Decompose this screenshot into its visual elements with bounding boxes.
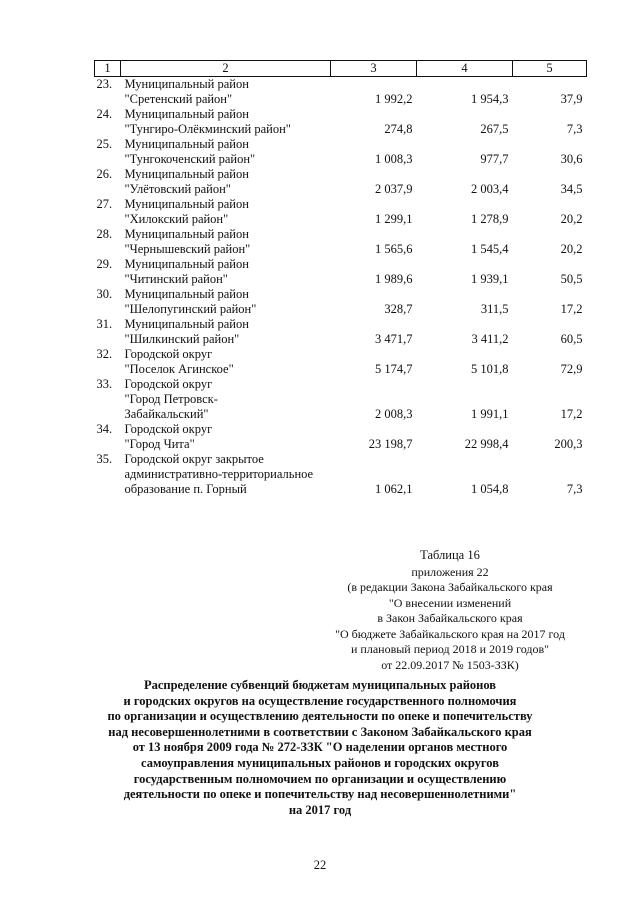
annotation-line: приложения 22	[411, 564, 489, 579]
value-cell-v4: 1 545,4	[471, 242, 509, 256]
value-cell-v4: 2 003,4	[471, 182, 509, 196]
municipality-name-line: Муниципальный район	[124, 107, 249, 121]
municipality-name	[121, 227, 331, 257]
municipality-name-line: Муниципальный район	[124, 77, 249, 91]
municipality-name	[121, 257, 331, 287]
table-row	[95, 317, 587, 347]
municipality-name-line: "Шилкинский район"	[124, 332, 240, 346]
municipality-name-line: Городской округ	[124, 377, 213, 391]
municipality-name-line: Муниципальный район	[124, 317, 249, 331]
municipality-name-line: Городской округ	[124, 347, 213, 361]
value-cell-v4: 5 101,8	[471, 362, 509, 376]
municipality-name-line: административно-территориальное	[124, 467, 314, 481]
value-cell-v5: 17,2	[560, 302, 583, 316]
value-cell-v3: 23 198,7	[368, 437, 413, 451]
value-cell-v3: 1 062,1	[375, 482, 413, 496]
row-number: 28.	[96, 227, 113, 241]
row-number: 25.	[96, 137, 113, 151]
municipality-name	[121, 137, 331, 167]
municipality-name-line: образование п. Горный	[124, 482, 247, 496]
value-cell-v3: 1 299,1	[375, 212, 413, 226]
municipality-name	[121, 377, 331, 422]
header-cell-5: 5	[513, 61, 587, 77]
value-cell-v5: 30,6	[560, 152, 583, 166]
municipality-name-line: Муниципальный район	[124, 197, 249, 211]
heading-line: от 13 ноября 2009 года № 272-ЗЗК "О наделении органов местного	[132, 740, 508, 755]
heading-line: над несовершеннолетними в соответствии с Законом Забайкальского края	[108, 724, 532, 739]
row-number: 35.	[96, 452, 113, 466]
municipality-name-line: "Шелопугинский район"	[124, 302, 257, 316]
value-cell-v4: 3 411,2	[471, 332, 509, 346]
value-cell-v3: 1 989,6	[375, 272, 413, 286]
value-cell-v5: 50,5	[560, 272, 583, 286]
municipality-name	[121, 77, 331, 108]
value-cell-v4: 1 939,1	[471, 272, 509, 286]
table-row	[95, 287, 587, 317]
value-cell-v5: 34,5	[560, 182, 583, 196]
municipality-name	[121, 107, 331, 137]
table-row	[95, 107, 587, 137]
value-cell-v5: 60,5	[560, 332, 583, 346]
header-cell-4: 4	[417, 61, 513, 77]
table-row	[95, 137, 587, 167]
municipality-name-line: Муниципальный район	[124, 167, 249, 181]
value-cell-v3: 1 992,2	[375, 92, 413, 106]
municipality-name-line: Муниципальный район	[124, 287, 249, 301]
value-cell-v3: 2 037,9	[375, 182, 413, 196]
header-cell-3: 3	[331, 61, 417, 77]
municipality-name-line: "Тунгокоченский район"	[124, 152, 256, 166]
value-cell-v5: 20,2	[560, 212, 583, 226]
table-row	[95, 77, 587, 108]
municipality-name-line: Муниципальный район	[124, 257, 249, 271]
page-number: 22	[313, 858, 327, 872]
subvention-table	[94, 60, 587, 497]
annotation-line: от 22.09.2017 № 1503-ЗЗК)	[381, 657, 519, 672]
table-row	[95, 227, 587, 257]
subvention-table-container	[94, 60, 586, 497]
municipality-name-line: "Город Чита"	[124, 437, 195, 451]
value-cell-v3: 1 565,6	[375, 242, 413, 256]
municipality-name-line: Муниципальный район	[124, 227, 249, 241]
row-number: 29.	[96, 257, 113, 271]
row-number: 31.	[96, 317, 113, 331]
table-annotation	[300, 548, 600, 673]
value-cell-v3: 1 008,3	[375, 152, 413, 166]
value-cell-v5: 200,3	[554, 437, 583, 451]
value-cell-v3: 328,7	[384, 302, 413, 316]
table-row	[95, 167, 587, 197]
heading-line: и городских округов на осуществление государственного полномочия	[123, 693, 517, 708]
municipality-name-line: "Поселок Агинское"	[124, 362, 234, 376]
municipality-name-line: Забайкальский"	[124, 407, 209, 421]
table-row	[95, 257, 587, 287]
row-number: 34.	[96, 422, 113, 436]
row-number: 23.	[96, 77, 113, 91]
heading-line: государственным полномочием по организации и осуществлению	[133, 771, 507, 786]
value-cell-v5: 37,9	[560, 92, 583, 106]
annotation-line: "О бюджете Забайкальского края на 2017 год	[335, 626, 565, 641]
municipality-name-line: "Город Петровск-	[124, 392, 218, 406]
header-cell-2: 2	[121, 61, 331, 77]
municipality-name	[121, 287, 331, 317]
municipality-name-line: Городской округ	[124, 422, 213, 436]
municipality-name	[121, 317, 331, 347]
municipality-name-line: "Тунгиро-Олёкминский район"	[124, 122, 291, 136]
table-row	[95, 347, 587, 377]
value-cell-v5: 72,9	[560, 362, 583, 376]
table-row	[95, 377, 587, 422]
table-row	[95, 422, 587, 452]
heading-line: самоуправления муниципальных районов и городских округов	[141, 755, 499, 770]
value-cell-v4: 267,5	[480, 122, 509, 136]
table-row	[95, 197, 587, 227]
municipality-name-line: Городской округ закрытое	[124, 452, 264, 466]
municipality-name-line: "Читинский район"	[124, 272, 228, 286]
table-header-row	[95, 61, 587, 77]
municipality-name	[121, 347, 331, 377]
header-cell-1: 1	[95, 61, 121, 77]
value-cell-v3: 5 174,7	[375, 362, 413, 376]
municipality-name-line: "Чернышевский район"	[124, 242, 251, 256]
annotation-line: "О внесении изменений	[388, 595, 512, 610]
value-cell-v4: 1 954,3	[471, 92, 509, 106]
value-cell-v4: 1 991,1	[471, 407, 509, 421]
value-cell-v3: 2 008,3	[375, 407, 413, 421]
annotation-line: (в редакции Закона Забайкальского края	[347, 580, 553, 594]
municipality-name	[121, 197, 331, 227]
heading-line: на 2017 год	[288, 802, 352, 817]
row-number: 27.	[96, 197, 113, 211]
value-cell-v3: 274,8	[384, 122, 413, 136]
heading-line: по организации и осуществлению деятельности по опеке и попечительству	[107, 709, 533, 724]
municipality-name-line: "Улётовский район"	[124, 182, 231, 196]
value-cell-v4: 977,7	[480, 152, 509, 166]
row-number: 24.	[96, 107, 113, 121]
municipality-name-line: Муниципальный район	[124, 137, 249, 151]
value-cell-v4: 22 998,4	[464, 437, 509, 451]
value-cell-v4: 1 054,8	[471, 482, 509, 496]
section-heading	[60, 678, 580, 818]
heading-line: деятельности по опеке и попечительству над несовершеннолетними"	[123, 787, 517, 802]
value-cell-v4: 311,5	[480, 302, 509, 316]
value-cell-v4: 1 278,9	[471, 212, 509, 226]
value-cell-v5: 20,2	[560, 242, 583, 256]
row-number: 32.	[96, 347, 113, 361]
municipality-name	[121, 422, 331, 452]
value-cell-v5: 7,3	[566, 122, 583, 136]
annotation-line: и плановый период 2018 и 2019 годов"	[350, 642, 550, 656]
municipality-name	[121, 167, 331, 197]
value-cell-v5: 17,2	[560, 407, 583, 421]
table-label: Таблица 16	[420, 548, 480, 562]
municipality-name	[121, 452, 331, 497]
row-number: 30.	[96, 287, 113, 301]
table-row	[95, 452, 587, 497]
annotation-line: в Закон Забайкальского края	[377, 611, 523, 625]
municipality-name-line: "Сретенский район"	[124, 92, 233, 106]
value-cell-v3: 3 471,7	[375, 332, 413, 346]
municipality-name-line: "Хилокский район"	[124, 212, 229, 226]
row-number: 33.	[96, 377, 113, 391]
value-cell-v5: 7,3	[566, 482, 583, 496]
heading-line: Распределение субвенций бюджетам муниципальных районов	[143, 678, 497, 692]
row-number: 26.	[96, 167, 113, 181]
